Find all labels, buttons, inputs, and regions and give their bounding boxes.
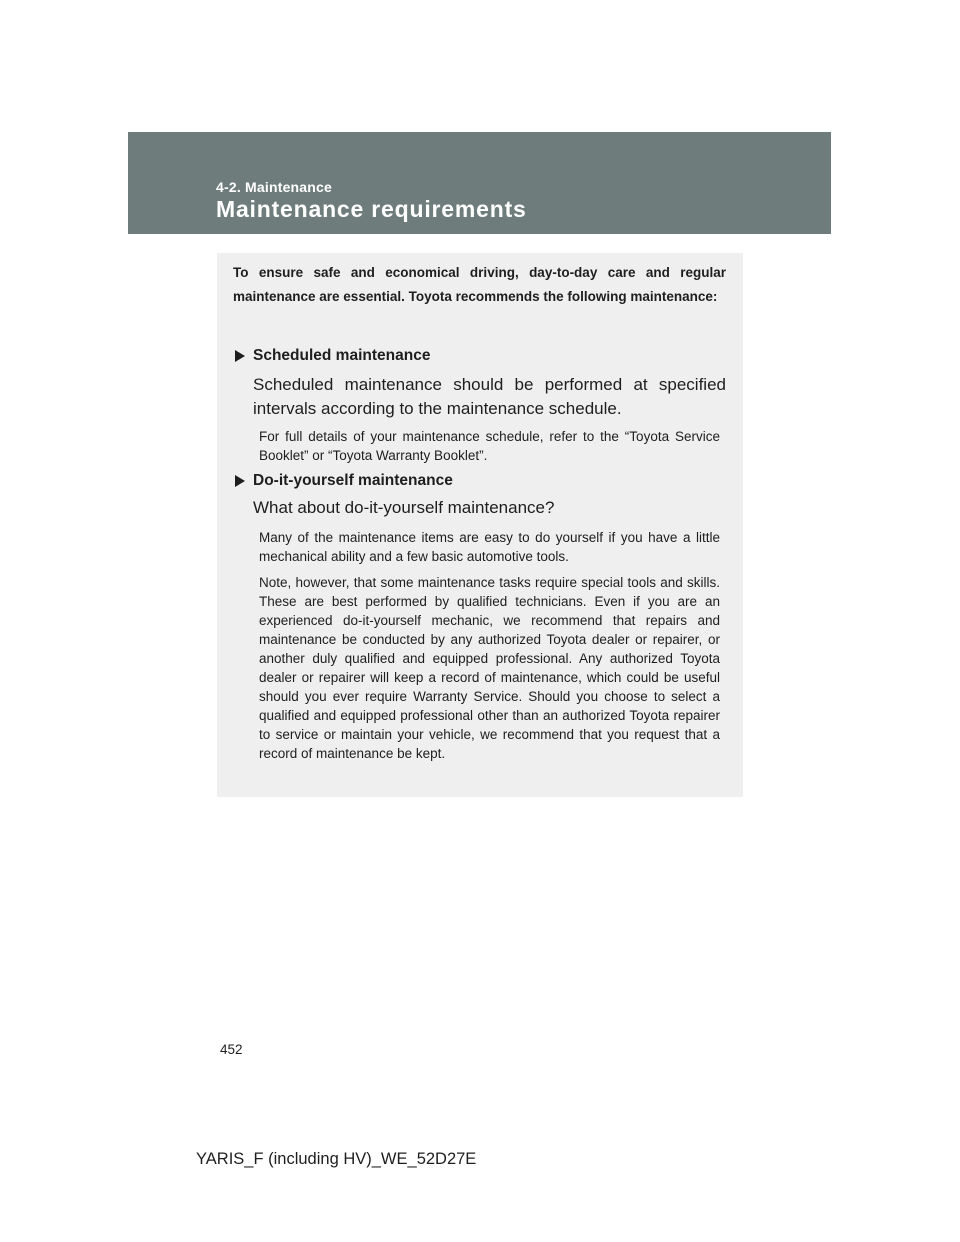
note-diy-easy-items: Many of the maintenance items are easy to do yourself if you have a little mechanical ability and a few basic automotive tools. — [259, 530, 720, 564]
document-code: YARIS_F (including HV)_WE_52D27E — [196, 1150, 477, 1168]
note-diy-special-tools: Note, however, that some maintenance tasks require special tools and skills. These are best performed by qualified technicians. Even if you are an experienced do-it-yourself mechanic, we recommend that repairs and maintenance be conducted by any authorized Toyota dealer or repairer, or another duly qualified and equipped professional. Any authorized Toyota dealer or repairer will keep a record of maintenance, which could be useful should you ever require Warranty Service. Should you choose to select a qualified and equipped professional other than an authorized Toyota repairer to service or maintain your vehicle, we recommend that you request that a record of maintenance be kept. — [259, 575, 720, 761]
triangle-bullet-icon — [235, 475, 245, 487]
page-title: Maintenance requirements — [216, 196, 527, 222]
content-box — [217, 253, 743, 797]
heading-diy-maintenance — [235, 471, 453, 491]
section-label: 4-2. Maintenance — [216, 179, 333, 195]
lead-scheduled-maintenance: Scheduled maintenance should be performed at specified intervals according to the maintenance schedule. — [253, 375, 726, 418]
heading-scheduled-maintenance — [235, 346, 430, 366]
heading-text: Do-it-yourself maintenance — [253, 472, 453, 489]
intro-paragraph: To ensure safe and economical driving, day-to-day care and regular maintenance are essential. Toyota recommends the following maintenance: — [233, 265, 726, 304]
page-number: 452 — [220, 1042, 243, 1057]
note-schedule-details: For full details of your maintenance schedule, refer to the “Toyota Service Booklet” or “Toyota Warranty Booklet”. — [259, 429, 720, 463]
lead-diy-maintenance: What about do-it-yourself maintenance? — [253, 498, 555, 517]
chapter-header-band — [128, 132, 831, 234]
triangle-bullet-icon — [235, 350, 245, 362]
heading-text: Scheduled maintenance — [253, 347, 431, 364]
